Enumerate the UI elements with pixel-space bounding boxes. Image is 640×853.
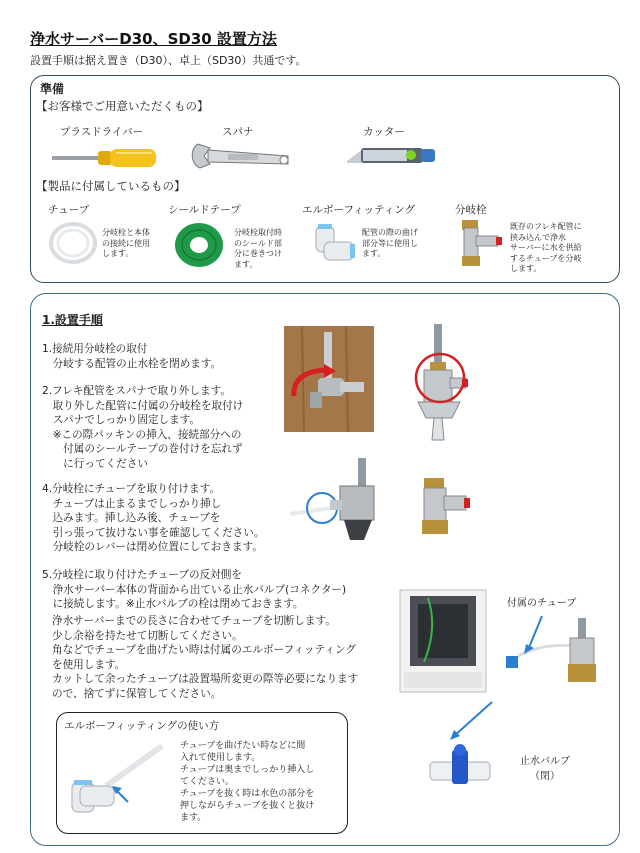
tube-insertion-photo — [288, 456, 388, 546]
step-4-text: 4.分岐栓にチューブを取り付けます。 チューブは止まるまでしっかり挿し 込みます。挿し込み後、チューブを 引っ張って抜けない事を確認してください。 分岐栓のレバーは閉め位置にしておきます。 — [42, 483, 265, 553]
elbow-fitting-icon — [312, 222, 360, 268]
elbow-usage-text: チューブを曲げたい時などに間 入れて使用します。 チューブは奥までしっかり挿入し てください。 チューブを抜く時は水色の部分を 押しながらチューブを抜くと抜け ます。 — [180, 741, 315, 823]
part-label-elbow: エルボーフィッティング — [302, 204, 416, 216]
part-label-seal-tape: シールドテープ — [168, 204, 241, 216]
valve-label: 止水バルブ （閉） — [520, 756, 570, 782]
branch-valve-installed-photo — [404, 322, 474, 446]
branch-valve-icon — [452, 216, 506, 268]
tube-connection-photo — [488, 610, 612, 696]
step-5-text: 5.分岐栓に取り付けたチューブの反対側を 浄水サーバー本体の背面から出ている止水バルブ(コネクター) に接続します。※止水バルブの栓は閉めておきます。 — [42, 569, 347, 610]
screwdriver-icon — [50, 145, 160, 171]
seal-tape-icon — [172, 220, 226, 270]
tool-label-spanner: スパナ — [222, 126, 254, 138]
part-label-tube: チューブ — [48, 204, 90, 216]
part-desc-seal-tape: 分岐栓取付時 のシールド部 分に巻きつけ ます。 — [234, 228, 282, 269]
customer-items-heading: 【お客様でご用意いただくもの】 — [36, 99, 209, 113]
step-2-text: 2.フレキ配管をスパナで取り外します。 取り外した配管に付属の分岐栓を取付け スパナでしっかり固定します。 ※この際パッキンの挿入、接続部分への 付属のシールテープの巻付けを忘れず に行ってください — [42, 385, 244, 470]
prep-heading: 準備 — [40, 82, 65, 96]
tool-label-cutter: カッター — [363, 126, 405, 138]
elbow-usage-illustration — [66, 742, 166, 822]
install-heading: 1.設置手順 — [42, 313, 103, 327]
step-5-notes: 浄水サーバーまでの長さに合わせてチューブを切断します。 少し余裕を持たせて切断してください。 角などでチューブを曲げたい時は付属のエルボーフィッティング を使用します。 カットして余ったチューブは設置場所変更の際等必要になります ので、捨てずに保管してください。 — [52, 615, 359, 700]
included-items-heading: 【製品に付属しているもの】 — [36, 179, 186, 193]
tool-label-screwdriver: プラスドライバー — [60, 126, 144, 138]
page-title: 浄水サーバーD30、SD30 設置方法 — [30, 30, 277, 48]
part-label-branch-valve: 分岐栓 — [455, 204, 487, 216]
part-desc-branch-valve: 既存のフレキ配管に 挟み込んで浄水 サーバーに水を供給 するチューブを分岐 します。 — [510, 222, 582, 273]
tube-callout-label: 付属のチューブ — [507, 598, 577, 609]
branch-valve-closeup-photo — [414, 474, 474, 538]
page-subtitle: 設置手順は据え置き（D30）、卓上（SD30）共通です。 — [30, 54, 307, 67]
part-desc-elbow: 配管の際の曲げ 部分等に使用し ます。 — [362, 228, 418, 258]
step-1-text: 1.接続用分岐栓の取付 分岐する配管の止水栓を閉めます。 — [42, 343, 222, 370]
tube-coil-icon — [48, 220, 98, 266]
part-desc-tube: 分岐栓と本体 の接続に使用 します。 — [102, 228, 150, 258]
water-server-back-photo — [398, 588, 488, 694]
shutoff-valve-photo — [424, 740, 496, 798]
spanner-icon — [188, 138, 298, 174]
wall-valve-photo — [284, 326, 374, 432]
valve-arrow-icon — [444, 700, 494, 744]
cutter-icon — [345, 143, 440, 169]
elbow-usage-heading: エルボーフィッティングの使い方 — [64, 720, 220, 732]
